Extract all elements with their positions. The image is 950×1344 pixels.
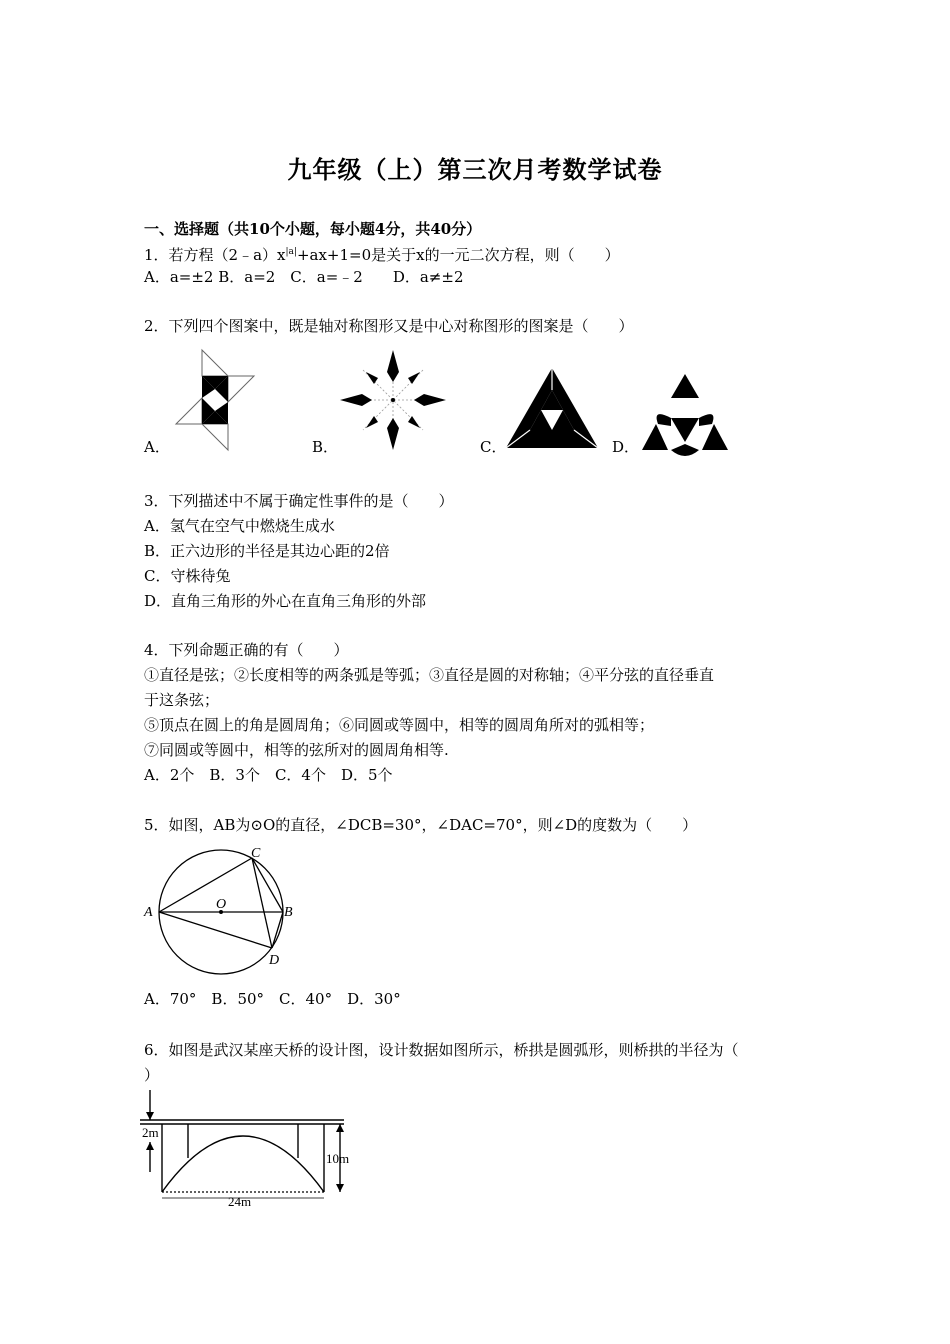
q6-bridge-figure	[138, 1088, 360, 1212]
question-1-stem	[144, 242, 620, 265]
q1-stem-before: 1．若方程（2﹣a）x	[144, 246, 286, 264]
q6-label-top: 2m	[142, 1125, 159, 1140]
question-2-stem: 2．下列四个图案中，既是轴对称图形又是中心对称图形的图案是（ ）	[144, 317, 634, 335]
q2-option-d-label: D．	[612, 438, 640, 456]
q3-option-b: B．正六边形的半径是其边心距的2倍	[144, 542, 390, 560]
question-5-stem: 5．如图，AB为⊙O的直径，∠DCB=30°，∠DAC=70°，则∠D的度数为（ ）	[144, 816, 698, 834]
q4-statement-line: ⑤顶点在圆上的角是圆周角；⑥同圆或等圆中，相等的圆周角所对的弧相等；	[144, 716, 655, 734]
question-4-stem: 4．下列命题正确的有（ ）	[144, 641, 349, 659]
question-6-stem: 6．如图是武汉某座天桥的设计图，设计数据如图所示，桥拱是圆弧形，则桥拱的半径为（	[144, 1041, 739, 1059]
question-1-options: A．a=±2 B．a=2 C．a=﹣2 D．a≠±2	[144, 268, 464, 286]
q2-figure-d	[640, 372, 730, 452]
q6-label-height: 10m	[326, 1151, 350, 1166]
q4-statement-line: ①直径是弦；②长度相等的两条弧是等弧；③直径是圆的对称轴；④平分弦的直径垂直	[144, 666, 715, 684]
q3-option-d: D．直角三角形的外心在直角三角形的外部	[144, 592, 427, 610]
q5-label-c: C	[251, 846, 261, 861]
q3-option-a: A．氢气在空气中燃烧生成水	[144, 517, 335, 535]
q6-label-span: 24m	[228, 1194, 252, 1209]
q5-label-d: D	[269, 953, 280, 968]
q1-stem-after: +ax+1=0是关于x的一元二次方程，则（ ）	[296, 246, 620, 264]
q1-exponent: |a|	[285, 247, 297, 257]
q2-figure-c	[504, 366, 600, 450]
q5-label-o: O	[216, 897, 227, 912]
q2-option-c-label: C．	[480, 438, 507, 456]
q4-statement-line: 于这条弦；	[144, 691, 220, 709]
q3-option-c: C．守株待兔	[144, 567, 231, 585]
q2-option-b-label: B．	[312, 438, 339, 456]
q2-figure-b	[338, 348, 448, 452]
q5-options: A．70° B．50° C．40° D．30°	[144, 990, 401, 1008]
q5-label-a: A	[144, 905, 153, 920]
question-6-stem-cont: ）	[144, 1066, 160, 1084]
page-title: 九年级（上）第三次月考数学试卷	[287, 155, 663, 184]
question-3-stem: 3．下列描述中不属于确定性事件的是（ ）	[144, 492, 454, 510]
q4-statement-line: ⑦同圆或等圆中，相等的弦所对的圆周角相等.	[144, 741, 449, 759]
q2-option-a-label: A．	[144, 438, 170, 456]
q2-figure-a	[174, 350, 258, 450]
section-heading-choice: 一、选择题（共10个小题，每小题4分，共40分）	[144, 220, 482, 238]
q5-circle-figure	[140, 844, 300, 976]
q5-label-b: B	[284, 905, 293, 920]
q4-options: A．2个 B．3个 C．4个 D．5个	[144, 766, 393, 784]
